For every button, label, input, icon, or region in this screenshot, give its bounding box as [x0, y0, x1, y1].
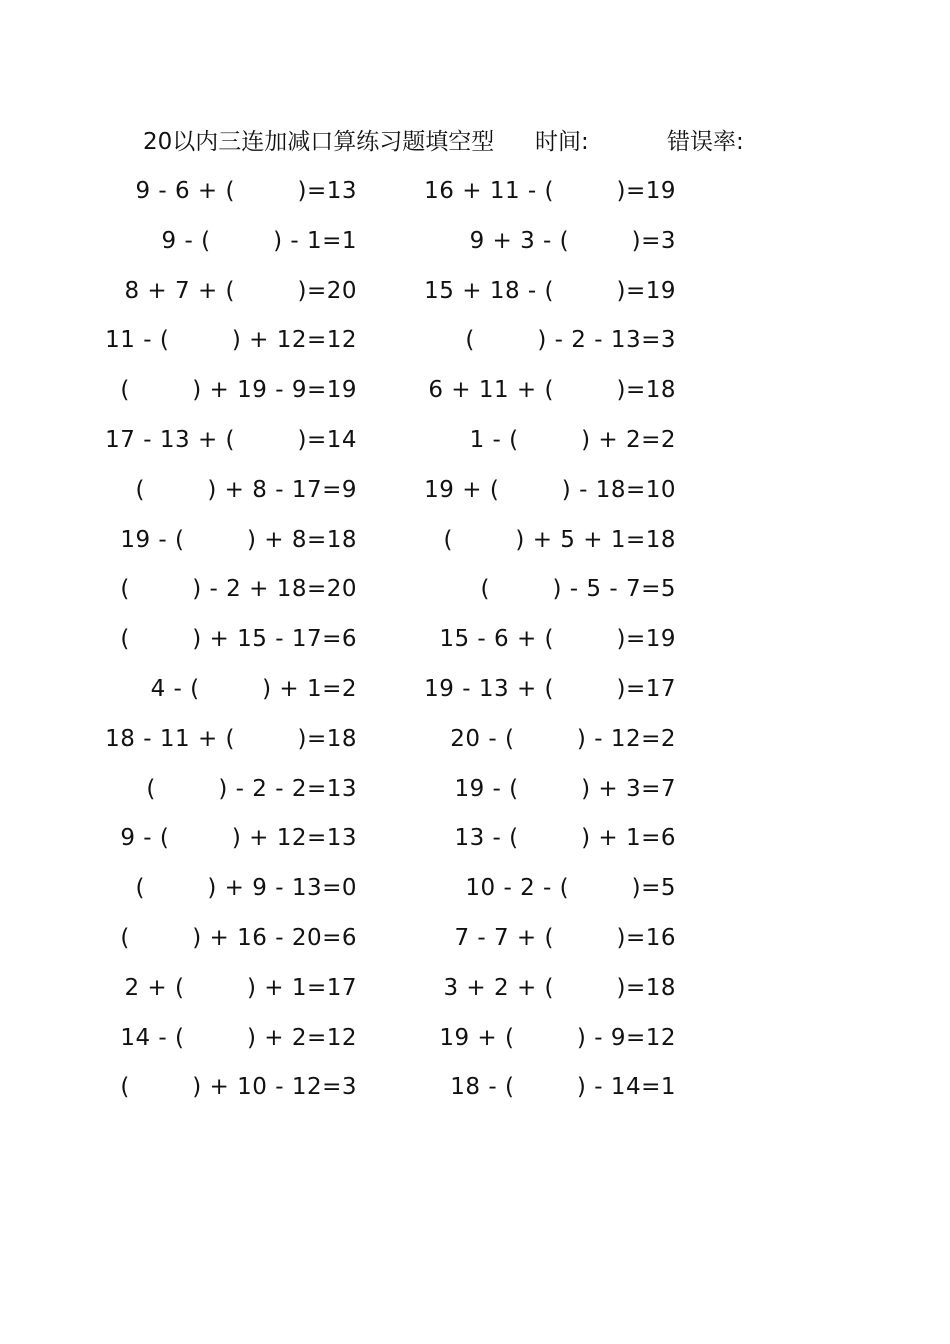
problem-item: 18 - 11 + ( )=18 — [105, 725, 357, 752]
problem-item: ( ) + 15 - 17=6 — [120, 626, 357, 653]
problem-item: 19 - ( ) + 8=18 — [120, 526, 357, 553]
problem-column-right — [424, 174, 676, 1120]
problem-item: 15 - 6 + ( )=19 — [439, 626, 676, 653]
problem-item: ( ) + 19 - 9=19 — [120, 377, 357, 404]
error-rate-label: 错误率: — [667, 129, 744, 155]
time-label: 时间: — [535, 129, 589, 155]
problem-item: 19 + ( ) - 9=12 — [439, 1024, 676, 1051]
problem-item: 19 - 13 + ( )=17 — [424, 675, 676, 702]
problem-item: 19 + ( ) - 18=10 — [424, 476, 676, 503]
worksheet-header — [143, 126, 744, 158]
problem-item: 20 - ( ) - 12=2 — [450, 725, 676, 752]
problem-item: ( ) + 10 - 12=3 — [120, 1074, 357, 1101]
problem-item: 18 - ( ) - 14=1 — [450, 1074, 676, 1101]
problem-item: 14 - ( ) + 2=12 — [120, 1024, 357, 1051]
problem-item: ( ) + 16 - 20=6 — [120, 924, 357, 951]
problem-column-left — [105, 174, 357, 1120]
problem-item: 17 - 13 + ( )=14 — [105, 426, 357, 453]
problem-item: 11 - ( ) + 12=12 — [105, 327, 357, 354]
problem-item: 15 + 18 - ( )=19 — [424, 277, 676, 304]
problem-item: 16 + 11 - ( )=19 — [424, 178, 676, 204]
problem-item: ( ) + 5 + 1=18 — [443, 526, 676, 553]
problem-item: 13 - ( ) + 1=6 — [454, 825, 676, 852]
problem-item: ( ) - 2 - 2=13 — [146, 775, 357, 802]
problem-item: 19 - ( ) + 3=7 — [454, 775, 676, 802]
problem-item: 8 + 7 + ( )=20 — [124, 277, 357, 304]
problem-item: 2 + ( ) + 1=17 — [124, 974, 357, 1001]
problem-item: 6 + 11 + ( )=18 — [428, 377, 676, 404]
problem-item: ( ) - 2 - 13=3 — [465, 327, 676, 354]
problem-item: ( ) + 9 - 13=0 — [135, 875, 357, 902]
problem-item: 9 - ( ) - 1=1 — [161, 227, 357, 254]
problem-item: 3 + 2 + ( )=18 — [443, 974, 676, 1001]
problem-item: 9 - ( ) + 12=13 — [120, 825, 357, 852]
problem-item: 7 - 7 + ( )=16 — [454, 924, 676, 951]
problem-item: 9 + 3 - ( )=3 — [469, 227, 676, 254]
problem-item: ( ) + 8 - 17=9 — [135, 476, 357, 503]
problem-item: 10 - 2 - ( )=5 — [465, 875, 676, 902]
problem-item: ( ) - 5 - 7=5 — [480, 576, 676, 603]
problem-item: 1 - ( ) + 2=2 — [469, 426, 676, 453]
worksheet-title: 20以内三连加减口算练习题填空型 — [143, 129, 495, 155]
problem-item: ( ) - 2 + 18=20 — [120, 576, 357, 603]
problem-item: 4 - ( ) + 1=2 — [150, 675, 357, 702]
problem-item: 9 - 6 + ( )=13 — [135, 178, 357, 204]
